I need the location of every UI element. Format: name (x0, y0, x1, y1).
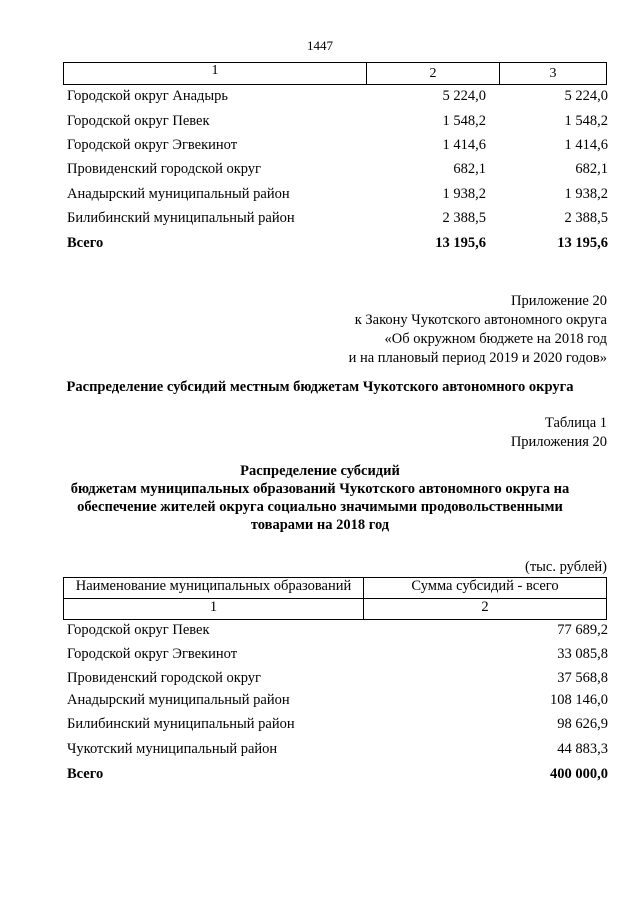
table2-title (0, 462, 640, 534)
table1-total-label: Всего (67, 235, 104, 251)
table1-row-name: Провиденский городской округ (67, 161, 262, 177)
table2-row (67, 646, 608, 666)
table1-header-num1: 1 (211, 63, 219, 78)
table1-row-name: Городской округ Певек (67, 113, 210, 129)
table2-header-num1: 1 (64, 599, 364, 619)
table1-row-value1: 5 224,0 (442, 88, 486, 104)
table1-row-value2: 682,1 (575, 161, 608, 177)
table2-row-name: Анадырский муниципальный район (67, 692, 290, 708)
table1-row (67, 161, 608, 181)
table1-row-value2: 1 548,2 (564, 113, 608, 129)
table1-row-value1: 2 388,5 (442, 210, 486, 226)
table2-row-value: 108 146,0 (550, 692, 608, 708)
table2-row-name: Городской округ Эгвекинот (67, 646, 238, 662)
table1-row-name: Анадырский муниципальный район (67, 186, 290, 202)
table2-title-line: Распределение субсидий (240, 463, 400, 479)
table1-row-value1: 1 414,6 (442, 137, 486, 153)
table2-header (63, 577, 607, 620)
table1-total-row (67, 235, 608, 255)
table2-row (67, 741, 608, 761)
table2-title-line: бюджетам муниципальных образований Чукотского автономного округа на (70, 481, 570, 497)
table1-header-col1 (64, 63, 367, 84)
table1-row-value1: 1 548,2 (442, 113, 486, 129)
table1-header (63, 62, 607, 85)
appendix-line: к Закону Чукотского автономного округа (354, 312, 607, 328)
table1-row (67, 137, 608, 157)
table1-row-value2: 5 224,0 (564, 88, 608, 104)
table1-row (67, 113, 608, 133)
table2-row-name: Билибинский муниципальный район (67, 716, 295, 732)
table2-title-line: товарами на 2018 год (250, 517, 390, 533)
page-number: 1447 (307, 38, 333, 53)
table1-header-col2 (367, 63, 500, 84)
table1-row-name: Билибинский муниципальный район (67, 210, 295, 226)
table-reference (511, 414, 607, 452)
appendix-line: «Об окружном бюджете на 2018 год (384, 331, 607, 347)
table2-row-name: Городской округ Певек (67, 622, 210, 638)
table2-row-value: 98 626,9 (557, 716, 608, 732)
appendix-line: Приложение 20 (511, 293, 607, 309)
table1-header-col3 (500, 63, 606, 84)
table2-header-num2: 2 (481, 599, 489, 615)
table1-row (67, 186, 608, 206)
table2-total-row (67, 766, 608, 786)
table2-header-col2: Сумма субсидий - всего (364, 578, 606, 599)
appendix-line: и на плановый период 2019 и 2020 годов» (348, 350, 607, 366)
table2-row-name: Провиденский городской округ (67, 670, 262, 686)
table2-row (67, 692, 608, 712)
table2-total-value: 400 000,0 (550, 766, 608, 782)
table1-header-num3: 3 (549, 66, 557, 81)
table2-row-name: Чукотский муниципальный район (67, 741, 278, 757)
table2-header-col1: Наименование муниципальных образований (64, 578, 364, 599)
table2-row-value: 33 085,8 (557, 646, 608, 662)
table2-row (67, 670, 608, 690)
table2-total-label: Всего (67, 766, 104, 782)
appendix-block (349, 292, 607, 368)
table2-row-value: 77 689,2 (557, 622, 608, 638)
table1-row-name: Городской округ Анадырь (67, 88, 229, 104)
table1-row-value1: 682,1 (453, 161, 486, 177)
table2-title-line: обеспечение жителей округа социально значимыми продовольственными (77, 499, 563, 515)
table2-row-value: 44 883,3 (557, 741, 608, 757)
table1-row-value2: 1 414,6 (564, 137, 608, 153)
table2-row (67, 716, 608, 736)
table2-row (67, 622, 608, 642)
table1-header-num2: 2 (429, 66, 437, 81)
table-reference-line2: Приложения 20 (510, 434, 607, 450)
table1-total-value2: 13 195,6 (557, 235, 608, 251)
table1-row-value1: 1 938,2 (442, 186, 486, 202)
table1-total-value1: 13 195,6 (435, 235, 486, 251)
table1-row-name: Городской округ Эгвекинот (67, 137, 238, 153)
units-label: (тыс. рублей) (525, 559, 607, 575)
table2-row-value: 37 568,8 (557, 670, 608, 686)
table1-row (67, 210, 608, 230)
table1-row (67, 88, 608, 108)
table1-row-value2: 1 938,2 (564, 186, 608, 202)
table-reference-line1: Таблица 1 (544, 415, 607, 431)
section-title: Распределение субсидий местным бюджетам Чукотского автономного округа (66, 379, 574, 395)
table1-row-value2: 2 388,5 (564, 210, 608, 226)
